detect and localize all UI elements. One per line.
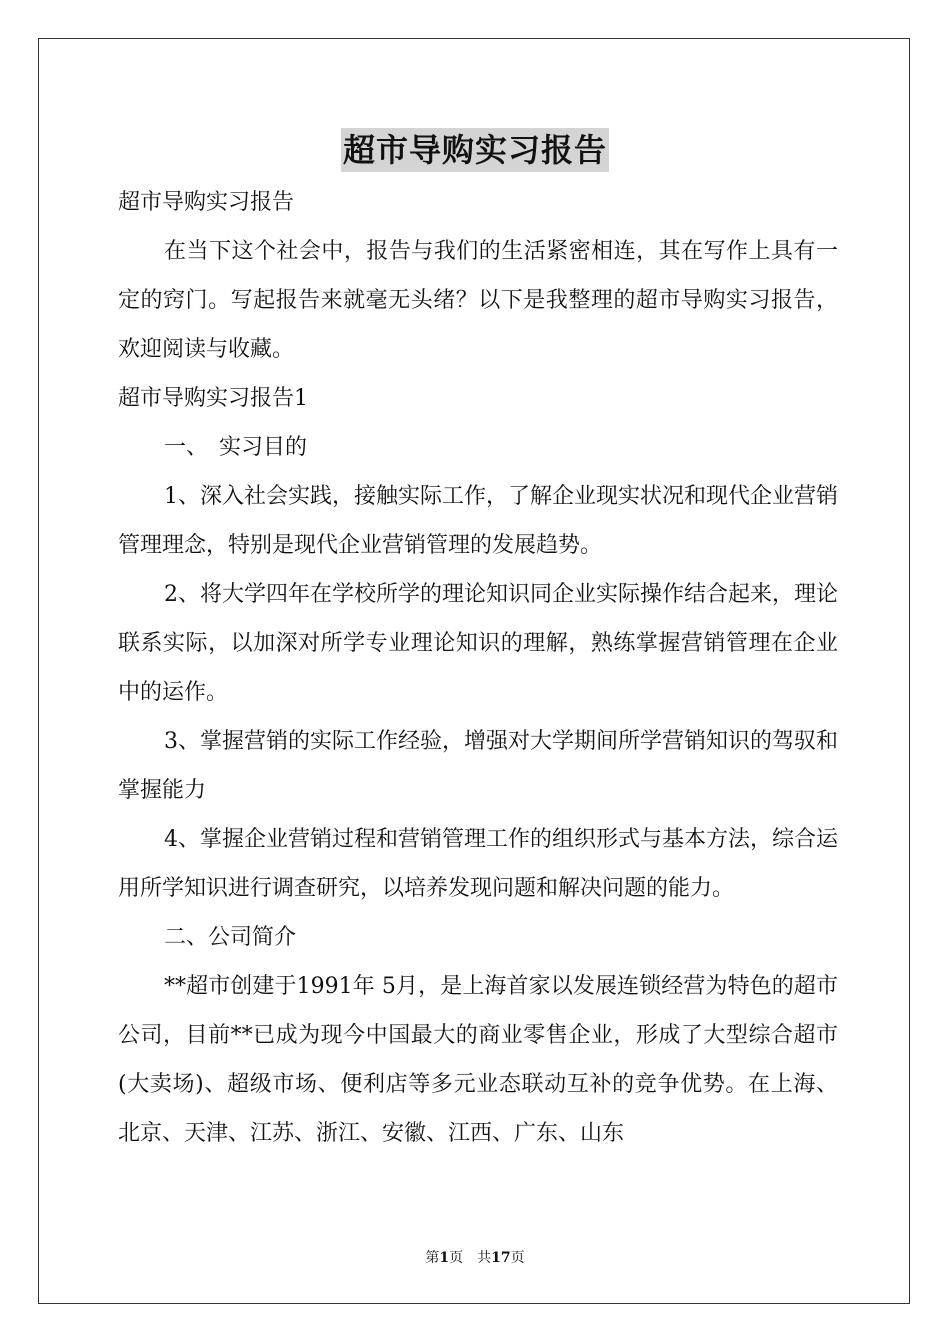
total-suffix: 页 <box>510 1250 525 1266</box>
page-suffix: 页 <box>449 1250 464 1266</box>
document-body <box>118 178 838 1158</box>
document-title <box>0 128 950 172</box>
total-pages: 17 <box>491 1250 511 1266</box>
page-footer <box>0 1248 950 1268</box>
paragraph: 超市导购实习报告 <box>118 190 295 215</box>
page-prefix: 第 <box>425 1250 440 1266</box>
paragraph: 3、掌握营销的实际工作经验，增强对大学期间所学营销知识的驾驭和掌握能力 <box>118 729 838 803</box>
document-title-text: 超市导购实习报告 <box>341 128 609 172</box>
paragraph: **超市创建于1991年 5月，是上海首家以发展连锁经营为特色的超市公司，目前**已成为现今中国最大的商业零售企业，形成了大型综合超市(大卖场)、超级市场、便利店等多元业态联动互补的竞争优势。在上海、北京、天津、江苏、浙江、安徽、江西、广东、山东 <box>118 974 838 1146</box>
page-number: 1 <box>439 1250 450 1266</box>
paragraph: 超市导购实习报告1 <box>118 386 308 411</box>
paragraph: 4、掌握企业营销过程和营销管理工作的组织形式与基本方法，综合运用所学知识进行调查研究，以培养发现问题和解决问题的能力。 <box>118 827 838 901</box>
paragraph: 2、将大学四年在学校所学的理论知识同企业实际操作结合起来，理论联系实际，以加深对所学专业理论知识的理解，熟练掌握营销管理在企业中的运作。 <box>118 582 838 705</box>
section-heading: 一、 实习目的 <box>164 435 308 460</box>
paragraph: 在当下这个社会中，报告与我们的生活紧密相连，其在写作上具有一定的窍门。写起报告来就毫无头绪？以下是我整理的超市导购实习报告，欢迎阅读与收藏。 <box>118 239 838 362</box>
total-prefix: 共 <box>477 1250 492 1266</box>
paragraph: 1、深入社会实践，接触实际工作，了解企业现实状况和现代企业营销管理理念，特别是现代企业营销管理的发展趋势。 <box>118 484 838 558</box>
section-heading: 二、公司简介 <box>164 925 297 950</box>
